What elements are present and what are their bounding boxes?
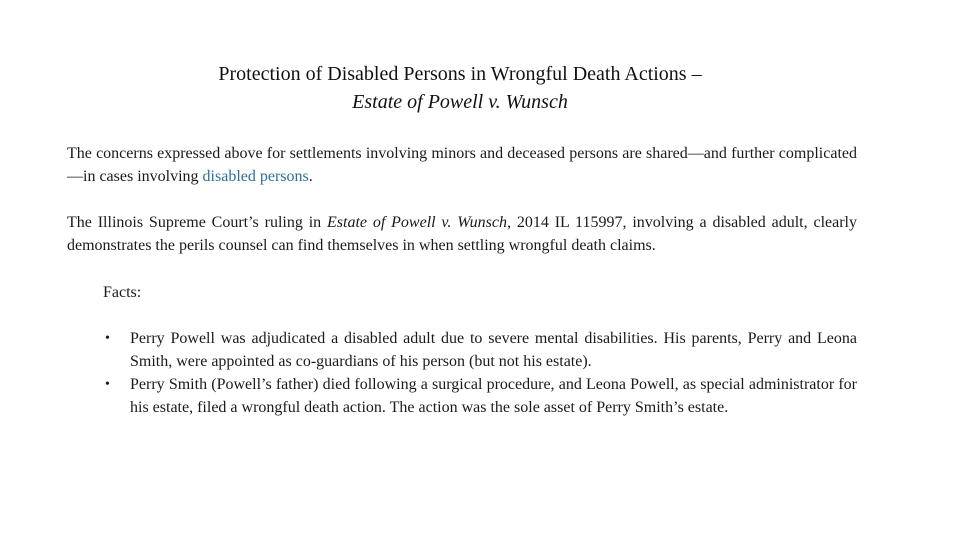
title-line-2-case-name: Estate of Powell v. Wunsch (352, 91, 568, 113)
intro-paragraph (67, 142, 857, 188)
facts-list (103, 327, 857, 419)
fact-item (103, 327, 857, 373)
fact-text: Perry Powell was adjudicated a disabled adult due to severe mental disabilities. His parents, Perry and Leona Smith, were appointed as co-guardians of his person (but not his estate). (130, 330, 857, 370)
intro-text-start: The concerns expressed above for settlements involving minors and deceased persons are shared—and further complicated—in cases involving (67, 145, 857, 185)
ruling-text-end: , 2014 IL 115997, involving a disabled adult, clearly demonstrates the perils counsel can find themselves in when settling wrongful death claims. (67, 214, 858, 254)
bullet-icon: • (105, 377, 110, 392)
case-name: Estate of Powell v. Wunsch (327, 214, 507, 231)
intro-text-end: . (308, 168, 313, 185)
ruling-paragraph (67, 211, 857, 257)
disabled-persons-link[interactable]: disabled persons (202, 168, 309, 185)
fact-item (103, 373, 857, 419)
bullet-icon: • (105, 331, 110, 346)
ruling-text-start: The Illinois Supreme Court’s ruling in (67, 214, 327, 231)
fact-text: Perry Smith (Powell’s father) died following a surgical procedure, and Leona Powell, as special administrator for his estate, filed a wrongful death action. The action was the sole asset of Perry Smith’s estate. (130, 376, 857, 416)
title-line-1: Protection of Disabled Persons in Wrongful Death Actions – (218, 63, 702, 85)
slide-title (140, 60, 780, 116)
facts-heading: Facts: (103, 284, 142, 301)
